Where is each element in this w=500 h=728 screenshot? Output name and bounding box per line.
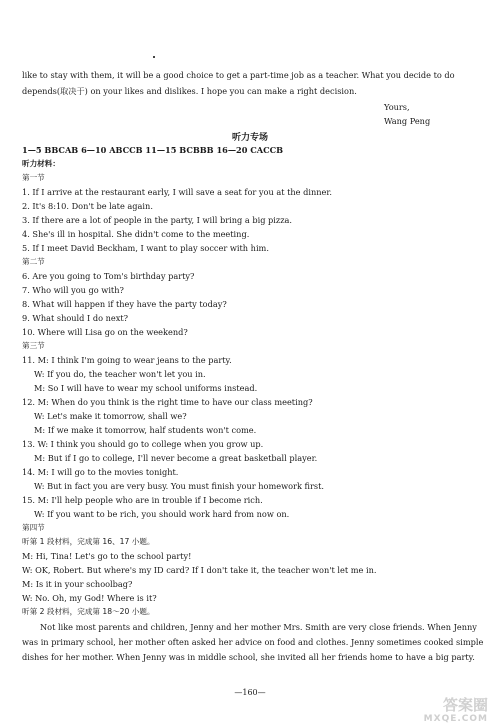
list-item: 8. What will happen if they have the party today?: [22, 299, 227, 309]
dialogue-question: 12. M: When do you think is the right time to have our class meeting?: [22, 397, 313, 407]
dialogue-question: 15. M: I'll help people who are in trouble if I become rich.: [22, 495, 263, 505]
dialogue-question: 11. M: I think I'm going to wear jeans to the party.: [22, 355, 232, 365]
section-title: 听力专场: [231, 133, 268, 143]
dialogue-line: W: If you do, the teacher won't let you in.: [34, 369, 206, 379]
list-item: 7. Who will you go with?: [22, 285, 124, 295]
part1-heading: 第一节: [22, 173, 45, 182]
list-item: 4. She's ill in hospital. She didn't come to the meeting.: [22, 229, 250, 239]
dialogue-question: 13. W: I think you should go to college when you grow up.: [22, 439, 264, 449]
transcript-label: 听力材料：: [22, 159, 60, 168]
list-item: 3. If there are a lot of people in the party, I will bring a big pizza.: [22, 215, 293, 225]
watermark-logo: [424, 698, 488, 726]
passage-line: Not like most parents and children, Jenny and her mother Mrs. Smith are very close friends. When Jenny: [40, 622, 477, 632]
dialogue-line: W: If you want to be rich, you should work hard from now on.: [34, 509, 290, 519]
dialogue-line: W: OK, Robert. But where's my ID card? If I don't take it, the teacher won't let me in.: [22, 565, 377, 575]
dialogue-line: W: Let's make it tomorrow, shall we?: [34, 411, 187, 421]
watermark-bottom: MXQE.COM: [423, 714, 488, 724]
list-item: 6. Are you going to Tom's birthday party?: [22, 271, 195, 281]
part3-heading: 第三节: [22, 341, 45, 350]
dialogue-line: W: No. Oh, my God! Where is it?: [22, 593, 157, 603]
dialogue-line: M: Is it in your schoolbag?: [22, 579, 133, 589]
dialogue-line: M: If we make it tomorrow, half students won't come.: [34, 425, 257, 435]
answer-key: 1—5 BBCAB 6—10 ABCCB 11—15 BCBBB 16—20 CACCB: [22, 145, 284, 155]
letter-line-2: depends(取决于) on your likes and dislikes. I hope you can make a right decision.: [22, 86, 357, 96]
material1-intro: 听第 1 段材料，完成第 16、17 小题。: [22, 537, 155, 546]
list-item: 1. If I arrive at the restaurant early, I will save a seat for you at the dinner.: [22, 187, 332, 197]
watermark-top: 答案圈: [442, 696, 488, 714]
part4-heading: 第四节: [22, 523, 45, 532]
dialogue-line: M: Hi, Tina! Let's go to the school party!: [22, 551, 192, 561]
material2-intro: 听第 2 段材料，完成第 18～20 小题。: [22, 607, 155, 616]
list-item: 2. It's 8:10. Don't be late again.: [22, 201, 153, 211]
dialogue-line: M: So I will have to wear my school uniforms instead.: [34, 383, 258, 393]
passage-line: was in primary school, her mother often asked her advice on food and clothes. Jenny sometimes cooked simple: [22, 637, 484, 647]
dialogue-line: M: But if I go to college, I'll never become a great basketball player.: [34, 453, 318, 463]
dialogue-line: W: But in fact you are very busy. You must finish your homework first.: [34, 481, 324, 491]
letter-line-1: like to stay with them, it will be a good choice to get a part-time job as a teacher. What you decide to do: [22, 70, 455, 80]
page-number: —160—: [234, 688, 266, 697]
scan-speck: [153, 56, 155, 58]
letter-signature: Wang Peng: [384, 116, 431, 126]
list-item: 5. If I meet David Beckham, I want to play soccer with him.: [22, 243, 269, 253]
list-item: 10. Where will Lisa go on the weekend?: [22, 327, 188, 337]
dialogue-question: 14. M: I will go to the movies tonight.: [22, 467, 179, 477]
letter-closing: Yours,: [384, 102, 410, 112]
passage-line: dishes for her mother. When Jenny was in middle school, she invited all her friends home to have a big party.: [22, 652, 475, 662]
part2-heading: 第二节: [22, 257, 45, 266]
list-item: 9. What should I do next?: [22, 313, 129, 323]
